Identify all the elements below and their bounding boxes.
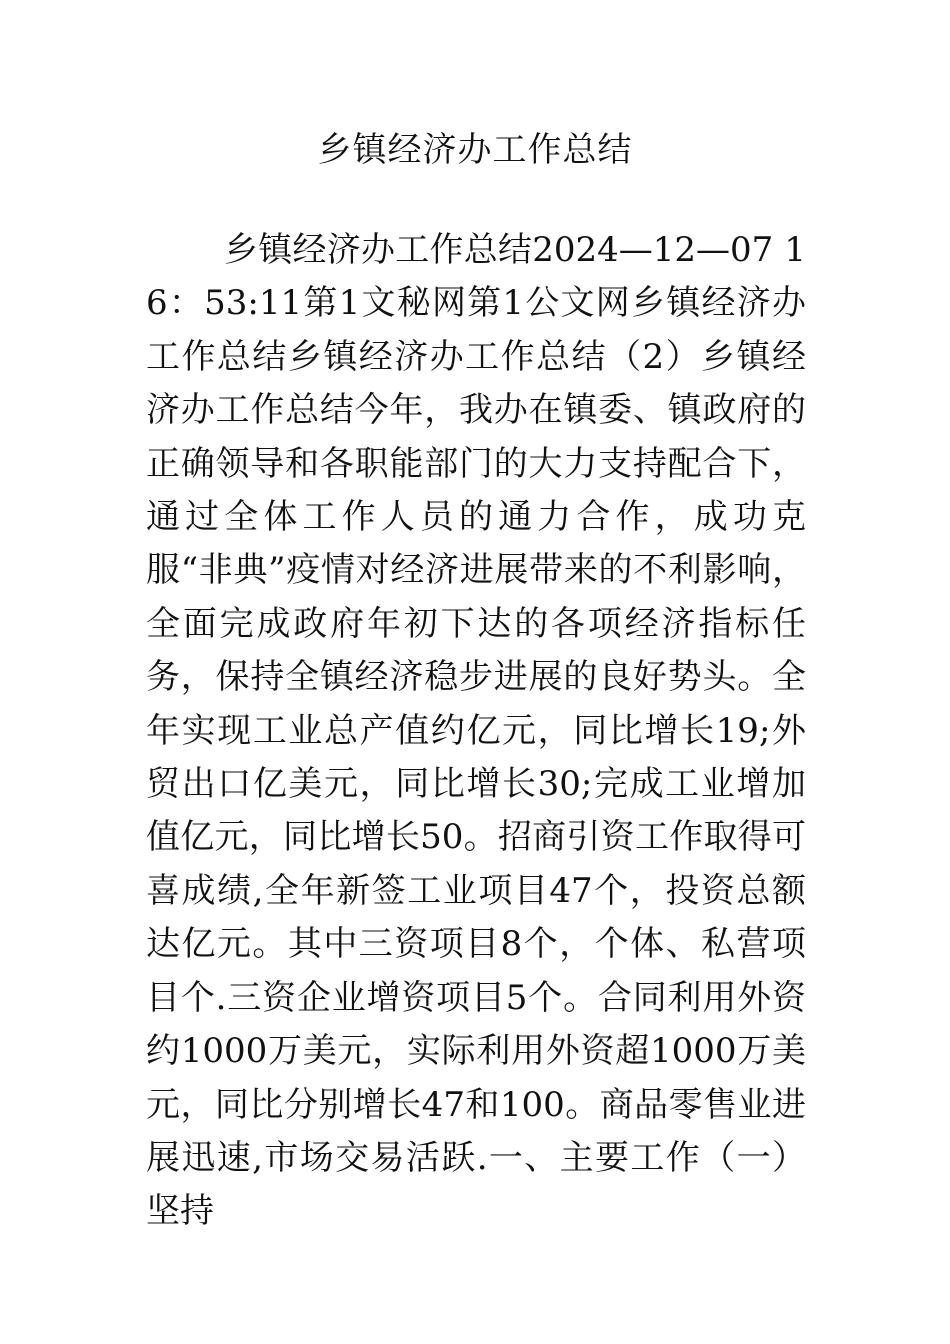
document-title: 乡镇经济办工作总结 xyxy=(317,130,633,170)
document-body: 乡镇经济办工作总结2024—12—07 16：53:11第1文秘网第1公文网乡镇经济办工作总结乡镇经济办工作总结（2）乡镇经济办工作总结今年，我办在镇委、镇政府的正确领导和各职能部门的大力支持配合下，通过全体工作人员的通力合作，成功克服“非典”疫情对经济进展带来的不利影响，全面完成政府年初下达的各项经济指标任务，保持全镇经济稳步进展的良好势头。全年实现工业总产值约亿元，同比增长19;外贸出口亿美元，同比增长30;完成工业增加值亿元，同比增长50。招商引资工作取得可喜成绩,全年新签工业项目47个，投资总额达亿元。其中三资项目8个，个体、私营项目个.三资企业增资项目5个。合同利用外资约1000万美元，实际利用外资超1000万美元，同比分别增长47和100。商品零售业进展迅速,市场交易活跃.一、主要工作（一）坚持 xyxy=(146,230,806,1232)
